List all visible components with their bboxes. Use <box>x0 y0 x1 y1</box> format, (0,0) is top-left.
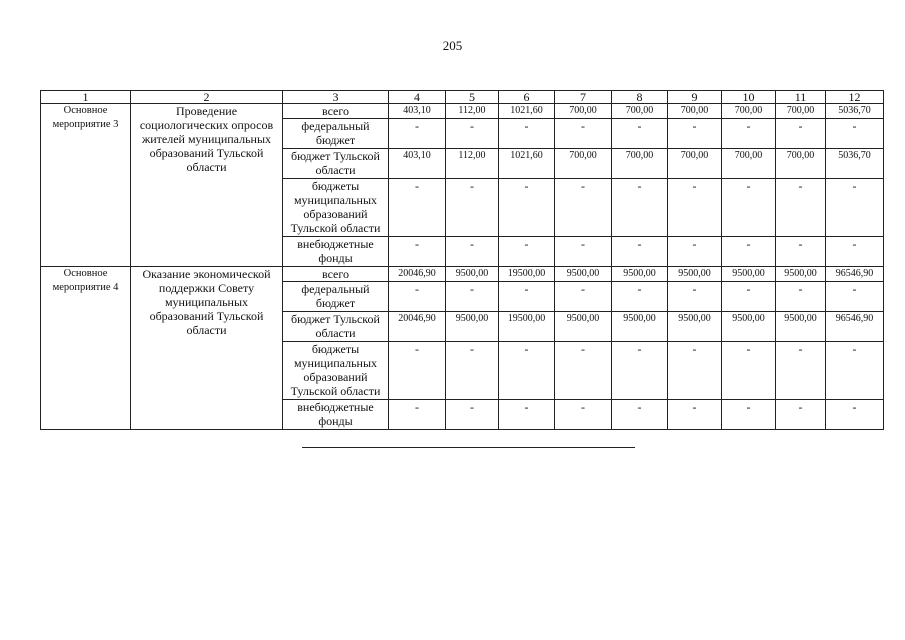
amount-cell: - <box>499 282 555 312</box>
amount-cell: 700,00 <box>776 104 826 119</box>
activity-name: Основное мероприятие 3 <box>41 104 131 267</box>
amount-cell: 112,00 <box>446 104 499 119</box>
amount-cell: 700,00 <box>612 104 668 119</box>
funding-source: бюджет Тульской области <box>283 149 389 179</box>
amount-cell: - <box>668 282 722 312</box>
funding-source: всего <box>283 267 389 282</box>
amount-cell: 5036,70 <box>826 149 884 179</box>
amount-cell: - <box>389 342 446 400</box>
column-number: 12 <box>826 91 884 104</box>
amount-cell: 700,00 <box>668 149 722 179</box>
column-number: 4 <box>389 91 446 104</box>
column-number: 8 <box>612 91 668 104</box>
amount-cell: - <box>389 237 446 267</box>
funding-source: федеральный бюджет <box>283 119 389 149</box>
amount-cell: - <box>389 282 446 312</box>
amount-cell: 700,00 <box>776 149 826 179</box>
activity-name: Основное мероприятие 4 <box>41 267 131 430</box>
amount-cell: 403,10 <box>389 149 446 179</box>
column-number: 3 <box>283 91 389 104</box>
amount-cell: - <box>499 342 555 400</box>
amount-cell: - <box>776 237 826 267</box>
funding-source: бюджеты муниципальных образований Тульской области <box>283 179 389 237</box>
footer-rule <box>302 447 635 448</box>
column-number: 5 <box>446 91 499 104</box>
column-number: 7 <box>555 91 612 104</box>
amount-cell: - <box>722 179 776 237</box>
amount-cell: 20046,90 <box>389 267 446 282</box>
amount-cell: - <box>446 282 499 312</box>
funding-source: бюджеты муниципальных образований Тульской области <box>283 342 389 400</box>
amount-cell: 700,00 <box>668 104 722 119</box>
amount-cell: 700,00 <box>612 149 668 179</box>
column-number: 9 <box>668 91 722 104</box>
amount-cell: 9500,00 <box>722 312 776 342</box>
amount-cell: 20046,90 <box>389 312 446 342</box>
amount-cell: - <box>826 400 884 430</box>
amount-cell: 19500,00 <box>499 312 555 342</box>
amount-cell: - <box>722 342 776 400</box>
amount-cell: - <box>499 119 555 149</box>
activity-description: Оказание экономической поддержки Совету муниципальных образований Тульской области <box>131 267 283 430</box>
amount-cell: - <box>499 400 555 430</box>
funding-source: внебюджетные фонды <box>283 400 389 430</box>
column-number: 10 <box>722 91 776 104</box>
column-number: 1 <box>41 91 131 104</box>
amount-cell: - <box>826 237 884 267</box>
amount-cell: - <box>555 282 612 312</box>
amount-cell: - <box>499 237 555 267</box>
column-number: 6 <box>499 91 555 104</box>
amount-cell: 700,00 <box>555 104 612 119</box>
amount-cell: - <box>668 400 722 430</box>
amount-cell: 403,10 <box>389 104 446 119</box>
amount-cell: 9500,00 <box>612 312 668 342</box>
amount-cell: 9500,00 <box>555 312 612 342</box>
amount-cell: - <box>722 282 776 312</box>
amount-cell: - <box>776 179 826 237</box>
amount-cell: - <box>389 179 446 237</box>
amount-cell: 700,00 <box>722 149 776 179</box>
amount-cell: 9500,00 <box>776 312 826 342</box>
amount-cell: - <box>446 342 499 400</box>
column-number-row <box>41 91 884 104</box>
amount-cell: - <box>776 342 826 400</box>
amount-cell: - <box>826 282 884 312</box>
amount-cell: 9500,00 <box>668 267 722 282</box>
amount-cell: - <box>722 119 776 149</box>
amount-cell: - <box>612 342 668 400</box>
amount-cell: - <box>826 179 884 237</box>
amount-cell: 9500,00 <box>446 267 499 282</box>
amount-cell: 9500,00 <box>722 267 776 282</box>
amount-cell: - <box>776 119 826 149</box>
amount-cell: - <box>555 179 612 237</box>
table-row <box>41 104 884 119</box>
amount-cell: 9500,00 <box>555 267 612 282</box>
amount-cell: - <box>668 237 722 267</box>
amount-cell: - <box>722 400 776 430</box>
funding-source: федеральный бюджет <box>283 282 389 312</box>
amount-cell: - <box>776 282 826 312</box>
amount-cell: 700,00 <box>555 149 612 179</box>
amount-cell: - <box>668 119 722 149</box>
amount-cell: 5036,70 <box>826 104 884 119</box>
amount-cell: - <box>612 119 668 149</box>
amount-cell: - <box>389 119 446 149</box>
amount-cell: - <box>722 237 776 267</box>
amount-cell: 96546,90 <box>826 267 884 282</box>
page-number: 205 <box>442 38 463 53</box>
amount-cell: 9500,00 <box>668 312 722 342</box>
amount-cell: - <box>446 179 499 237</box>
column-number: 2 <box>131 91 283 104</box>
column-number: 11 <box>776 91 826 104</box>
amount-cell: 19500,00 <box>499 267 555 282</box>
amount-cell: 1021,60 <box>499 149 555 179</box>
amount-cell: 9500,00 <box>612 267 668 282</box>
amount-cell: - <box>668 179 722 237</box>
amount-cell: - <box>612 282 668 312</box>
amount-cell: - <box>389 400 446 430</box>
amount-cell: - <box>446 400 499 430</box>
amount-cell: 1021,60 <box>499 104 555 119</box>
amount-cell: - <box>555 237 612 267</box>
amount-cell: - <box>826 342 884 400</box>
table-body <box>41 91 884 430</box>
table-row <box>41 267 884 282</box>
funding-source: внебюджетные фонды <box>283 237 389 267</box>
amount-cell: 700,00 <box>722 104 776 119</box>
funding-source: бюджет Тульской области <box>283 312 389 342</box>
amount-cell: - <box>826 119 884 149</box>
amount-cell: - <box>555 342 612 400</box>
amount-cell: - <box>612 179 668 237</box>
amount-cell: - <box>555 400 612 430</box>
amount-cell: - <box>499 179 555 237</box>
amount-cell: - <box>612 237 668 267</box>
amount-cell: - <box>668 342 722 400</box>
amount-cell: 9500,00 <box>776 267 826 282</box>
amount-cell: - <box>446 237 499 267</box>
amount-cell: - <box>446 119 499 149</box>
amount-cell: 112,00 <box>446 149 499 179</box>
activity-description: Проведение социологических опросов жителей муниципальных образований Тульской области <box>131 104 283 267</box>
amount-cell: - <box>612 400 668 430</box>
funding-table <box>40 90 884 430</box>
amount-cell: 9500,00 <box>446 312 499 342</box>
amount-cell: - <box>776 400 826 430</box>
amount-cell: 96546,90 <box>826 312 884 342</box>
funding-source: всего <box>283 104 389 119</box>
amount-cell: - <box>555 119 612 149</box>
